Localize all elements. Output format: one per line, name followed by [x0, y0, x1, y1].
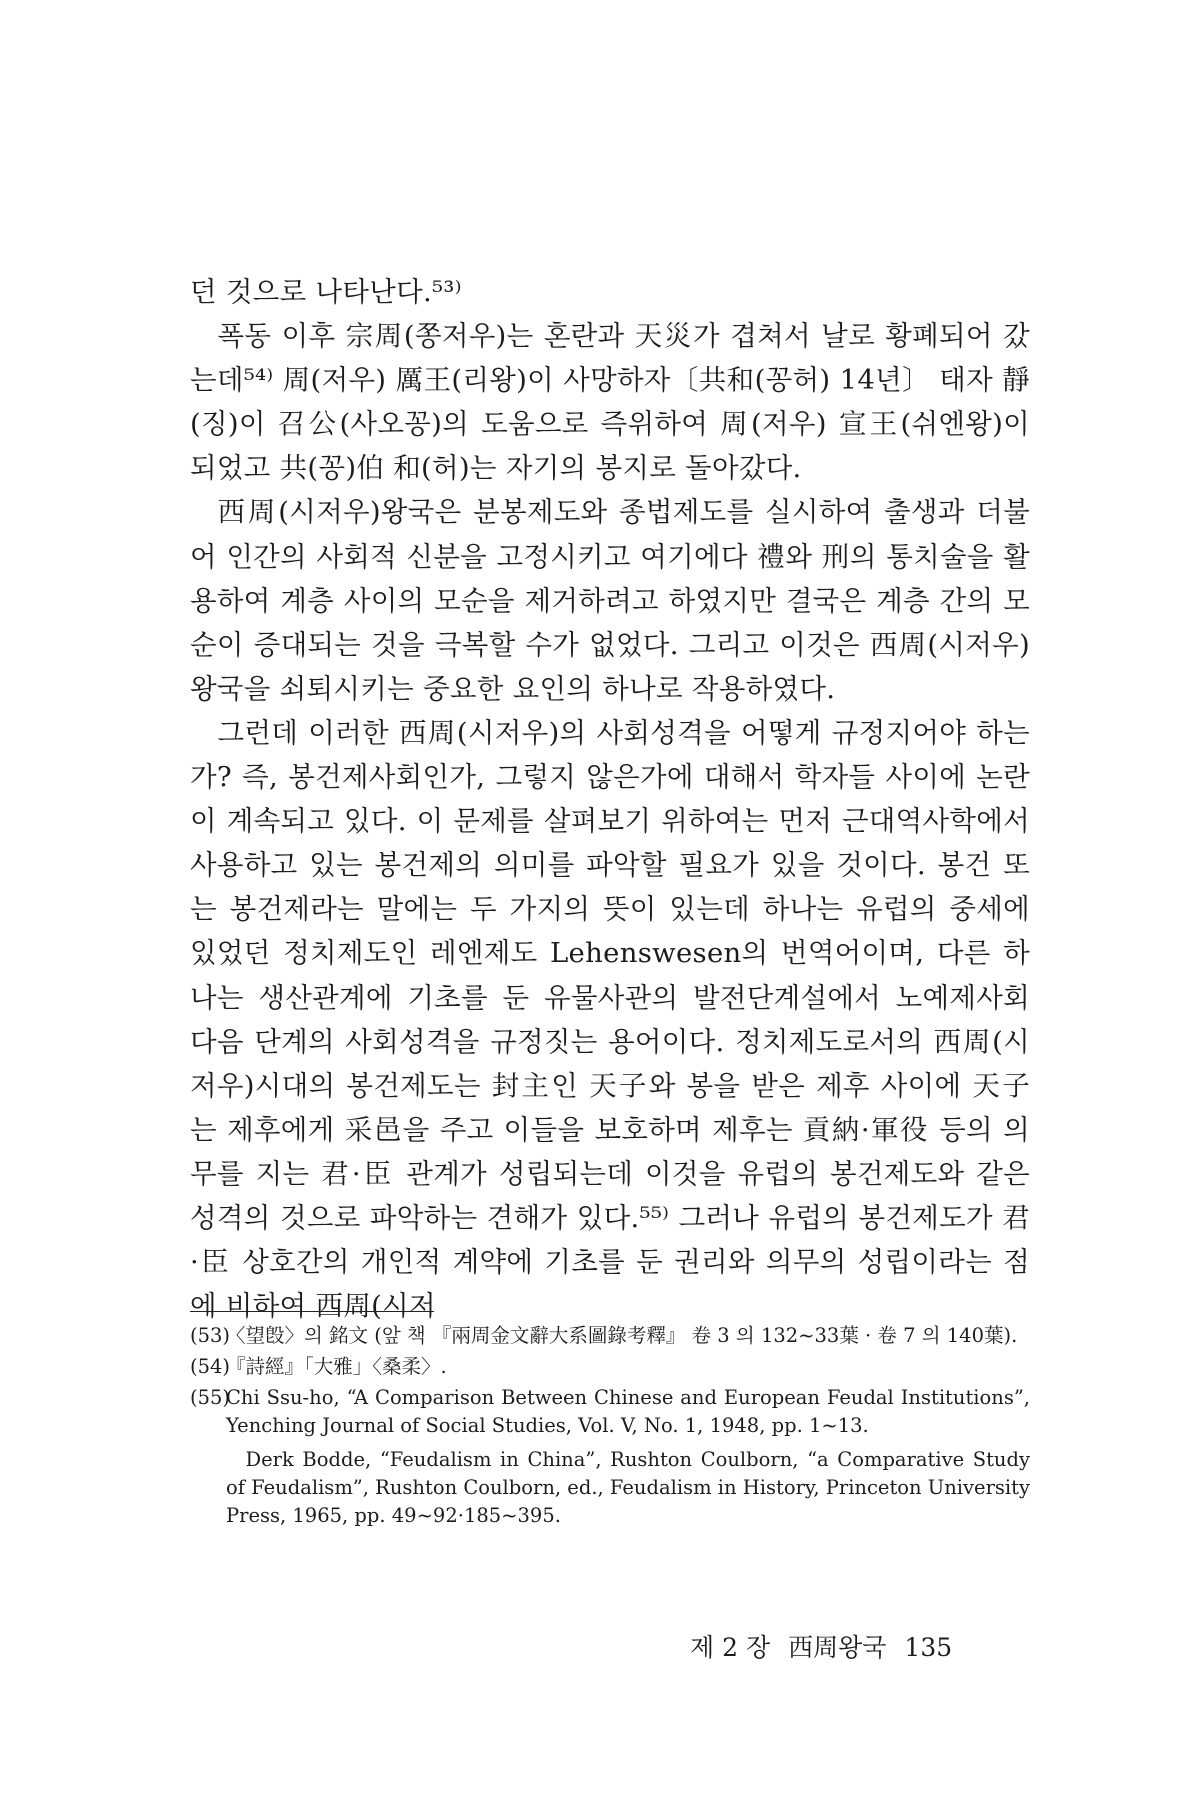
footnote-number: (54): [190, 1355, 231, 1378]
footnote-text: 『詩經』「大雅」〈桑柔〉.: [226, 1355, 447, 1378]
footnote-text: 〈望𣪘〉의 銘文 (앞 책 『兩周金文辭大系圖錄考釋』 卷 3 의 132~33葉 · 卷 7 의 140葉).: [226, 1324, 1018, 1347]
footnote-text: Chi Ssu-ho, “A Comparison Between Chinese and European Feudal Institutions”, Yenching Journal of Social Studies, Vol. V, No. 1, 1948, pp. 1~13.: [226, 1386, 1030, 1437]
footnotes: [190, 1322, 1030, 1533]
footnote-55: [190, 1384, 1030, 1530]
paragraph: 그런데 이러한 西周(시저우)의 사회성격을 어떻게 규정지어야 하는가? 즉, 봉건제사회인가, 그렇지 않은가에 대해서 학자들 사이에 논란이 계속되고 있다. 이 문제를 살펴보기 위하여는 먼저 근대역사학에서 사용하고 있는 봉건제의 의미를 파악할 필요가 있을 것이다. 봉건 또는 봉건제라는 말에는 두 가지의 뜻이 있는데 하나는 유럽의 중세에 있었던 정치제도인 레엔제도 Lehenswesen의 번역어이며, 다른 하나는 생산관계에 기초를 둔 유물사관의 발전단계설에서 노예제사회 다음 단계의 사회성격을 규정짓는 용어이다. 정치제도로서의 西周(시저우)시대의 봉건제도는 封主인 天子와 봉을 받은 제후 사이에 天子는 제후에게 采邑을 주고 이들을 보호하며 제후는 貢納·軍役 등의 의무를 지는 君·臣 관계가 성립되는데 이것을 유럽의 봉건제도와 같은 성격의 것으로 파악하는 견해가 있다.⁵⁵⁾ 그러나 유럽의 봉건제도가 君·臣 상호간의 개인적 계약에 기초를 둔 권리와 의무의 성립이라는 점에 비하여 西周(시저: [190, 716, 1030, 1323]
page-number: 135: [904, 1633, 953, 1662]
paragraph-continuation: 던 것으로 나타난다.⁵³⁾: [190, 276, 462, 308]
chapter-label: 제 2 장: [690, 1633, 771, 1662]
footnote-53: [190, 1322, 1030, 1350]
main-text: [190, 270, 1030, 1328]
footnote-number: (55): [190, 1386, 231, 1409]
running-footer: [690, 1630, 1030, 1666]
paragraph: 폭동 이후 宗周(쫑저우)는 혼란과 天災가 겹쳐서 날로 황폐되어 갔는데⁵⁴⁾ 周(저우) 厲王(리왕)이 사망하자〔共和(꽁허) 14년〕 태자 靜(징)이 召公(사오꽁)의 도움으로 즉위하여 周(저우) 宣王(쉬엔왕)이 되었고 共(꽁)伯 和(허)는 자기의 봉지로 돌아갔다.: [190, 320, 1030, 485]
footnote-54: [190, 1353, 1030, 1381]
footnote-rule: [190, 1311, 434, 1312]
footnote-number: (53): [190, 1324, 231, 1347]
footnote-text-continued: Derk Bodde, “Feudalism in China”, Rushton Coulborn, “a Comparative Study of Feudalism”, Rushton Coulborn, ed., Feudalism in History, Princeton University Press, 1965, pp. 49~92·185~395.: [226, 1448, 1030, 1527]
paragraph: 西周(시저우)왕국은 분봉제도와 종법제도를 실시하여 출생과 더불어 인간의 사회적 신분을 고정시키고 여기에다 禮와 刑의 통치술을 활용하여 계층 사이의 모순을 제거하려고 하였지만 결국은 계층 간의 모순이 증대되는 것을 극복할 수가 없었다. 그리고 이것은 西周(시저우)왕국을 쇠퇴시키는 중요한 요인의 하나로 작용하였다.: [190, 496, 1030, 705]
section-title: 西周왕국: [788, 1633, 887, 1662]
